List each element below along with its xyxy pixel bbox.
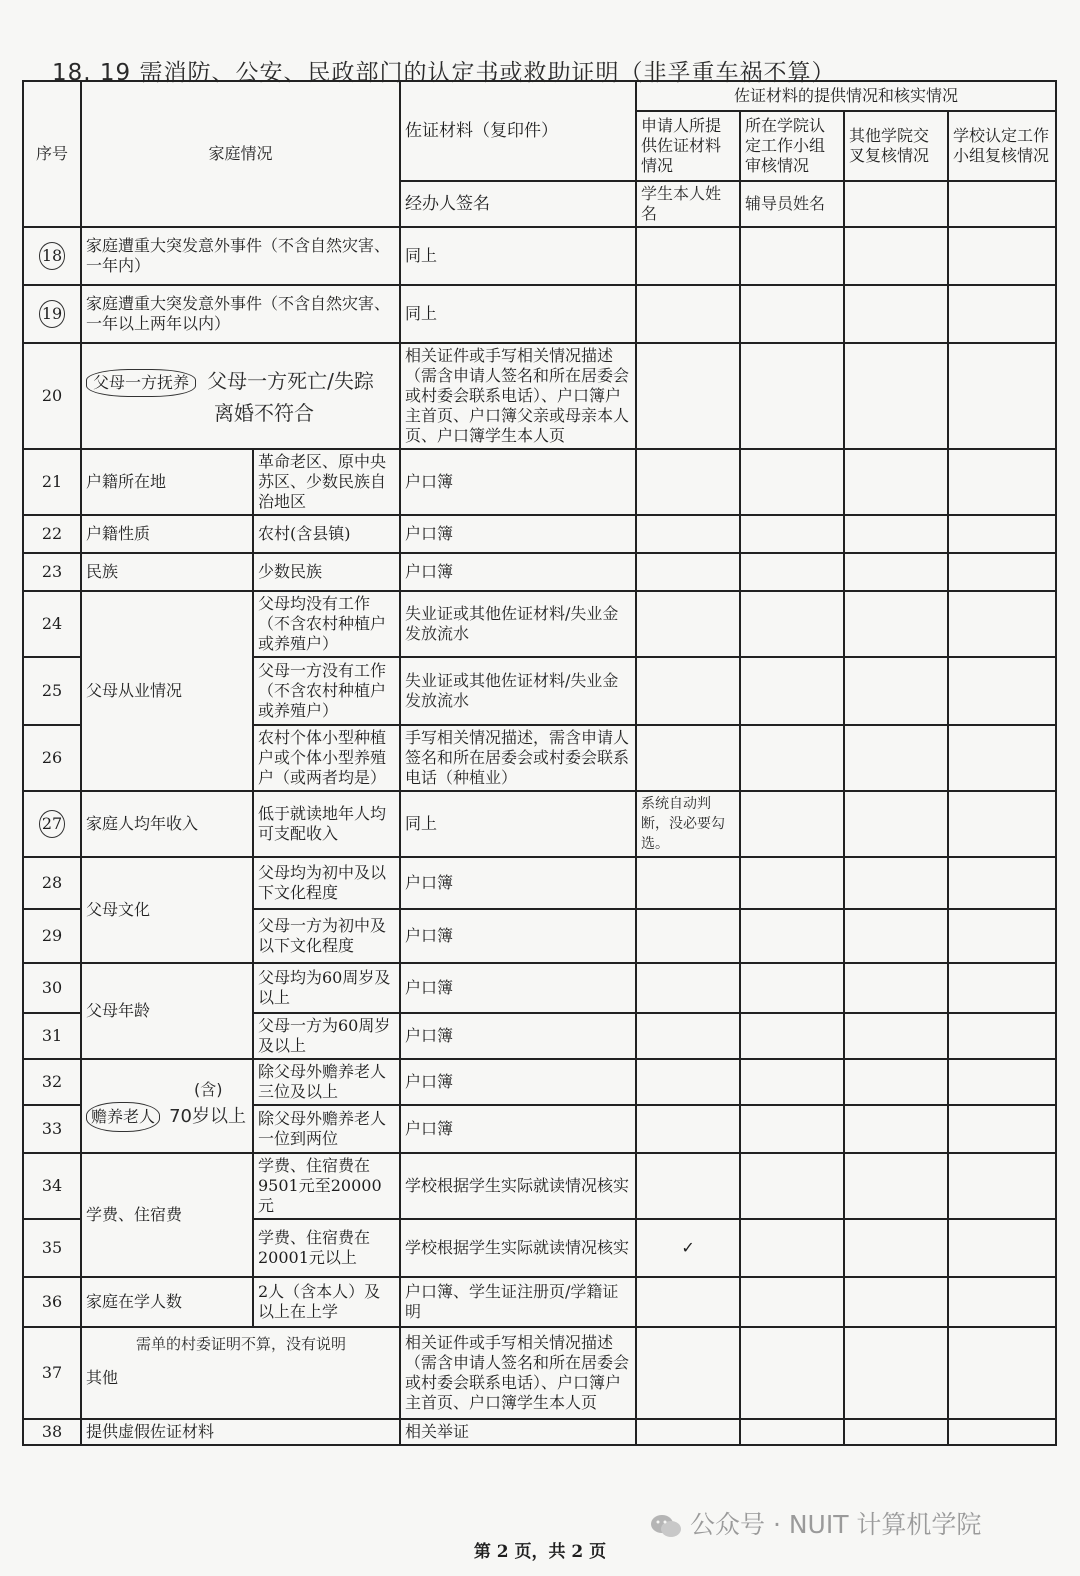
row-material-text: 户口簿、学生证注册页	[405, 1282, 566, 1301]
header-signer: 经办人签名	[400, 181, 636, 227]
row-num: 38	[23, 1419, 81, 1445]
row-material: 同上	[400, 227, 636, 285]
header-col-cross: 其他学院交叉复核情况	[844, 111, 948, 181]
row-material: 户口簿	[400, 515, 636, 553]
table-row	[23, 553, 1056, 591]
table-row	[23, 1327, 1056, 1419]
row-material: 学校根据学生实际就读情况核实	[400, 1219, 636, 1277]
row-category: 家庭遭重大突发意外事件（不含自然灾害、一年内）	[81, 227, 400, 285]
header-family: 家庭情况	[81, 81, 400, 227]
row-category: 民族	[81, 553, 253, 591]
row-condition: 革命老区、原中央苏区、少数民族自治地区	[253, 449, 400, 515]
row-condition: 农村(含县镇)	[253, 515, 400, 553]
row-category-label: 其他	[86, 1368, 119, 1387]
row-category	[81, 343, 400, 449]
table-row	[23, 449, 1056, 515]
row-condition: 除父母外赡养老人一位到两位	[253, 1105, 400, 1153]
row-condition: 父母一方为初中及以下文化程度	[253, 909, 400, 963]
checkmark: ✓	[636, 1219, 740, 1277]
row-material: 相关证件或手写相关情况描述（需含申请人签名和所在居委会或村委会联系电话）、户口簿户主首页、户口簿学生本人页	[400, 1327, 636, 1419]
header-group: 佐证材料的提供情况和核实情况	[636, 81, 1056, 111]
table-row	[23, 515, 1056, 553]
handwritten-note: 需单的村委证明不算，没有说明	[136, 1335, 347, 1353]
row-material: 户口簿	[400, 963, 636, 1013]
row-material: 户口簿	[400, 857, 636, 909]
handwritten-note: (含)	[194, 1080, 223, 1099]
handwritten-note: /失业金发放流水	[405, 604, 619, 643]
row-num: 23	[23, 553, 81, 591]
row-num: 37	[23, 1327, 81, 1419]
page-footer: 第 2 页，共 2 页	[473, 1542, 607, 1562]
row-category: 父母从业情况	[81, 591, 253, 791]
row-num: 19	[39, 300, 65, 328]
table-row	[23, 591, 1056, 657]
watermark-text: 公众号 · NUIT 计算机学院	[690, 1510, 982, 1539]
row-category-label: 父母一方抚养	[86, 369, 196, 397]
row-condition: 低于就读地年人均可支配收入	[253, 791, 400, 857]
row-num: 30	[23, 963, 81, 1013]
row-material: 户口簿	[400, 553, 636, 591]
row-material	[400, 725, 636, 791]
row-num: 35	[23, 1219, 81, 1277]
row-num: 26	[23, 725, 81, 791]
row-num: 22	[23, 515, 81, 553]
header-serial: 序号	[23, 81, 81, 227]
row-num: 25	[23, 657, 81, 725]
handwritten-note: /学籍证明	[405, 1282, 619, 1321]
header-col-college: 所在学院认定工作小组审核情况	[740, 111, 844, 181]
row-num: 34	[23, 1153, 81, 1219]
row-num: 32	[23, 1059, 81, 1105]
row-category: 家庭在学人数	[81, 1277, 253, 1327]
row-material: 相关举证	[400, 1419, 636, 1445]
handwritten-note: 系统自动判断，没必要勾选。	[636, 791, 740, 857]
row-material-text: 失业证或其他佐证材料	[405, 604, 566, 623]
wechat-icon	[650, 1513, 682, 1539]
row-material	[400, 591, 636, 657]
top-handwritten-note: 18. 19 需消防、公安、民政部门的认定书或救助证明（非孚重车祸不算）	[52, 60, 836, 86]
row-material: 同上	[400, 791, 636, 857]
row-condition: 父母均没有工作（不含农村种植户或养殖户）	[253, 591, 400, 657]
row-material: 户口簿	[400, 1059, 636, 1105]
row-category	[81, 1059, 253, 1153]
table-row	[23, 857, 1056, 909]
header-col-school: 学校认定工作小组复核情况	[948, 111, 1056, 181]
handwritten-note: 离婚不符合	[214, 401, 314, 425]
row-num: 27	[39, 810, 65, 838]
table-row	[23, 1277, 1056, 1327]
watermark	[650, 1505, 981, 1541]
row-condition: 少数民族	[253, 553, 400, 591]
row-condition: 父母一方没有工作（不含农村种植户或养殖户）	[253, 657, 400, 725]
row-category	[81, 1327, 400, 1419]
student-signature: 学生本人姓名	[636, 181, 740, 227]
row-material: 户口簿	[400, 1013, 636, 1059]
row-condition: 父母均为60周岁及以上	[253, 963, 400, 1013]
row-material: 户口簿	[400, 909, 636, 963]
handwritten-note: （种植业）	[437, 768, 518, 787]
row-category: 父母年龄	[81, 963, 253, 1059]
row-condition: 学费、住宿费在20001元以上	[253, 1219, 400, 1277]
row-material: 相关证件或手写相关情况描述（需含申请人签名和所在居委会或村委会联系电话）、户口簿户主首页、户口簿父亲或母亲本人页、户口簿学生本人页	[400, 343, 636, 449]
counselor-signature: 辅导员姓名	[740, 181, 844, 227]
row-num: 18	[39, 242, 65, 270]
table-row	[23, 1419, 1056, 1445]
row-condition: 父母均为初中及以下文化程度	[253, 857, 400, 909]
row-material: 同上	[400, 285, 636, 343]
header-col-applicant: 申请人所提供佐证材料情况	[636, 111, 740, 181]
row-num: 36	[23, 1277, 81, 1327]
table-row	[23, 791, 1056, 857]
evidence-table	[22, 80, 1057, 1446]
row-material: 学校根据学生实际就读情况核实	[400, 1153, 636, 1219]
row-category: 户籍性质	[81, 515, 253, 553]
table-row	[23, 343, 1056, 449]
row-num: 28	[23, 857, 81, 909]
row-condition: 2人（含本人）及以上在上学	[253, 1277, 400, 1327]
row-num: 29	[23, 909, 81, 963]
row-material: 户口簿	[400, 1105, 636, 1153]
table-row	[23, 1059, 1056, 1105]
table-row	[23, 285, 1056, 343]
row-material: 户口簿	[400, 449, 636, 515]
table-row	[23, 963, 1056, 1013]
row-condition: 除父母外赡养老人三位及以上	[253, 1059, 400, 1105]
row-num: 33	[23, 1105, 81, 1153]
row-material	[400, 657, 636, 725]
header-materials: 佐证材料（复印件）	[400, 81, 636, 181]
row-category: 家庭人均年收入	[81, 791, 253, 857]
row-condition: 父母一方为60周岁及以上	[253, 1013, 400, 1059]
row-num: 21	[23, 449, 81, 515]
row-material-text: 手写相关情况描述，需含申请人签名和所在居委会或村委会联系电话	[405, 728, 630, 787]
row-category-label: 赡养老人	[86, 1102, 160, 1132]
row-condition: 学费、住宿费在9501元至20000元	[253, 1153, 400, 1219]
table-row	[23, 227, 1056, 285]
row-category: 户籍所在地	[81, 449, 253, 515]
row-num: 31	[23, 1013, 81, 1059]
row-num: 24	[23, 591, 81, 657]
handwritten-note: /失业金发放流水	[405, 671, 619, 710]
row-category: 提供虚假佐证材料	[81, 1419, 400, 1445]
row-condition: 农村个体小型种植户或个体小型养殖户（或两者均是）	[253, 725, 400, 791]
handwritten-note: 父母一方死亡/失踪	[207, 369, 374, 393]
row-category: 学费、住宿费	[81, 1153, 253, 1277]
row-num: 20	[23, 343, 81, 449]
table-row	[23, 1153, 1056, 1219]
row-category: 家庭遭重大突发意外事件（不含自然灾害、一年以上两年以内）	[81, 285, 400, 343]
row-material	[400, 1277, 636, 1327]
handwritten-note: 70岁以上	[169, 1106, 247, 1127]
row-material-text: 失业证或其他佐证材料	[405, 671, 566, 690]
row-category: 父母文化	[81, 857, 253, 963]
